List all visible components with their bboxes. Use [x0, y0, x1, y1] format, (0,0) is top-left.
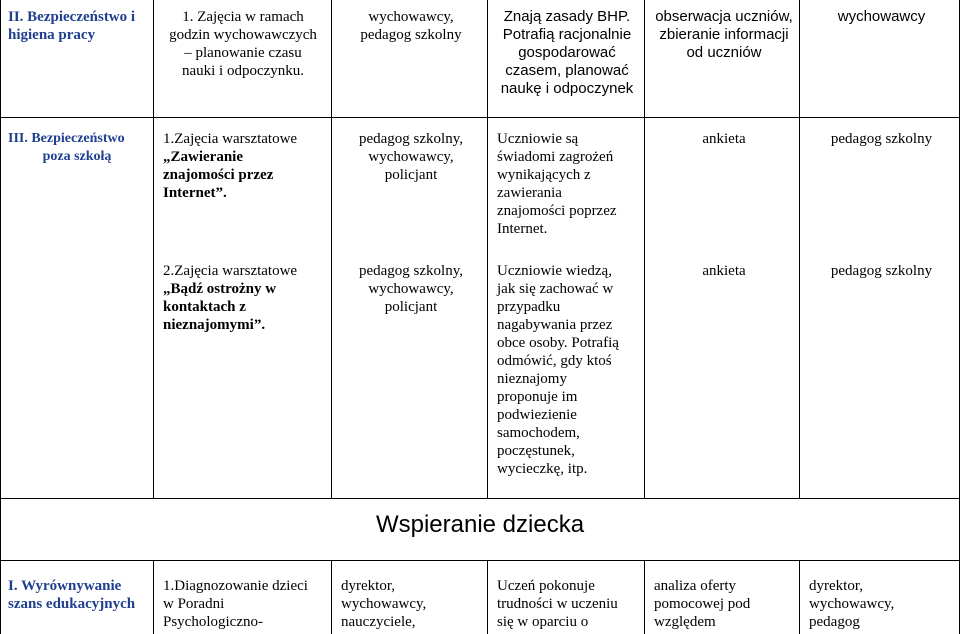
bottom-area: I. Wyrównywanie szans edukacyjnych [8, 578, 136, 612]
row3-effect: Uczniowie wiedzą, jak się zachować w przypadku nagabywania przez obce osoby. Potrafią odmówić, gdy ktoś nieznajomy proponuje im podwiezienie samochodem, poczęstunek, wycieczkę, itp. [497, 263, 619, 477]
row1-who: wychowawcy, pedagog szkolny [360, 9, 462, 43]
bottom-effect: Uczeń pokonuje trudności w uczeniu się w oparciu o [497, 578, 618, 630]
row2-resp: pedagog szkolny [830, 131, 933, 147]
row3-resp: pedagog szkolny [830, 263, 933, 279]
row2-task: 1.Zajęcia warsztatowe „Zawieranie znajomości przez Internet”. [163, 131, 298, 201]
row1-effect: Znają zasady BHP. Potrafią racjonalnie gospodarować czasem, planować naukę i odpoczynek [500, 8, 634, 97]
row1-area: II. Bezpieczeństwo i higiena pracy [8, 9, 136, 43]
row3-task: 2.Zajęcia warsztatowe „Bądź ostrożny w kontaktach z nieznajomymi”. [163, 263, 298, 333]
row1-task: 1. Zajęcia w ramach godzin wychowawczych – planowanie czasu nauki i odpoczynku. [169, 9, 317, 79]
row2-method: ankieta [702, 131, 746, 147]
row2-who: pedagog szkolny, wychowawcy, policjant [358, 131, 463, 183]
row3-who: pedagog szkolny, wychowawcy, policjant [358, 263, 463, 315]
row2-area: III. Bezpieczeństwo poza szkołą [8, 131, 125, 164]
section-title: Wspieranie dziecka [375, 511, 585, 538]
row3-method: ankieta [702, 263, 746, 279]
bottom-resp: dyrektor, wychowawcy, pedagog [809, 578, 895, 630]
bottom-method: analiza oferty pomocowej pod względem [654, 578, 751, 630]
row1-method: obserwacja uczniów, zbieranie informacji od uczniów [655, 8, 793, 61]
row1-resp: wychowawcy [837, 8, 926, 25]
bottom-task: 1.Diagnozowanie dzieci w Poradni Psychologiczno- [163, 578, 308, 630]
bottom-who: dyrektor, wychowawcy, nauczyciele, [341, 578, 427, 630]
row2-effect: Uczniowie są świadomi zagrożeń wynikających z zawierania znajomości poprzez Internet. [497, 131, 617, 237]
